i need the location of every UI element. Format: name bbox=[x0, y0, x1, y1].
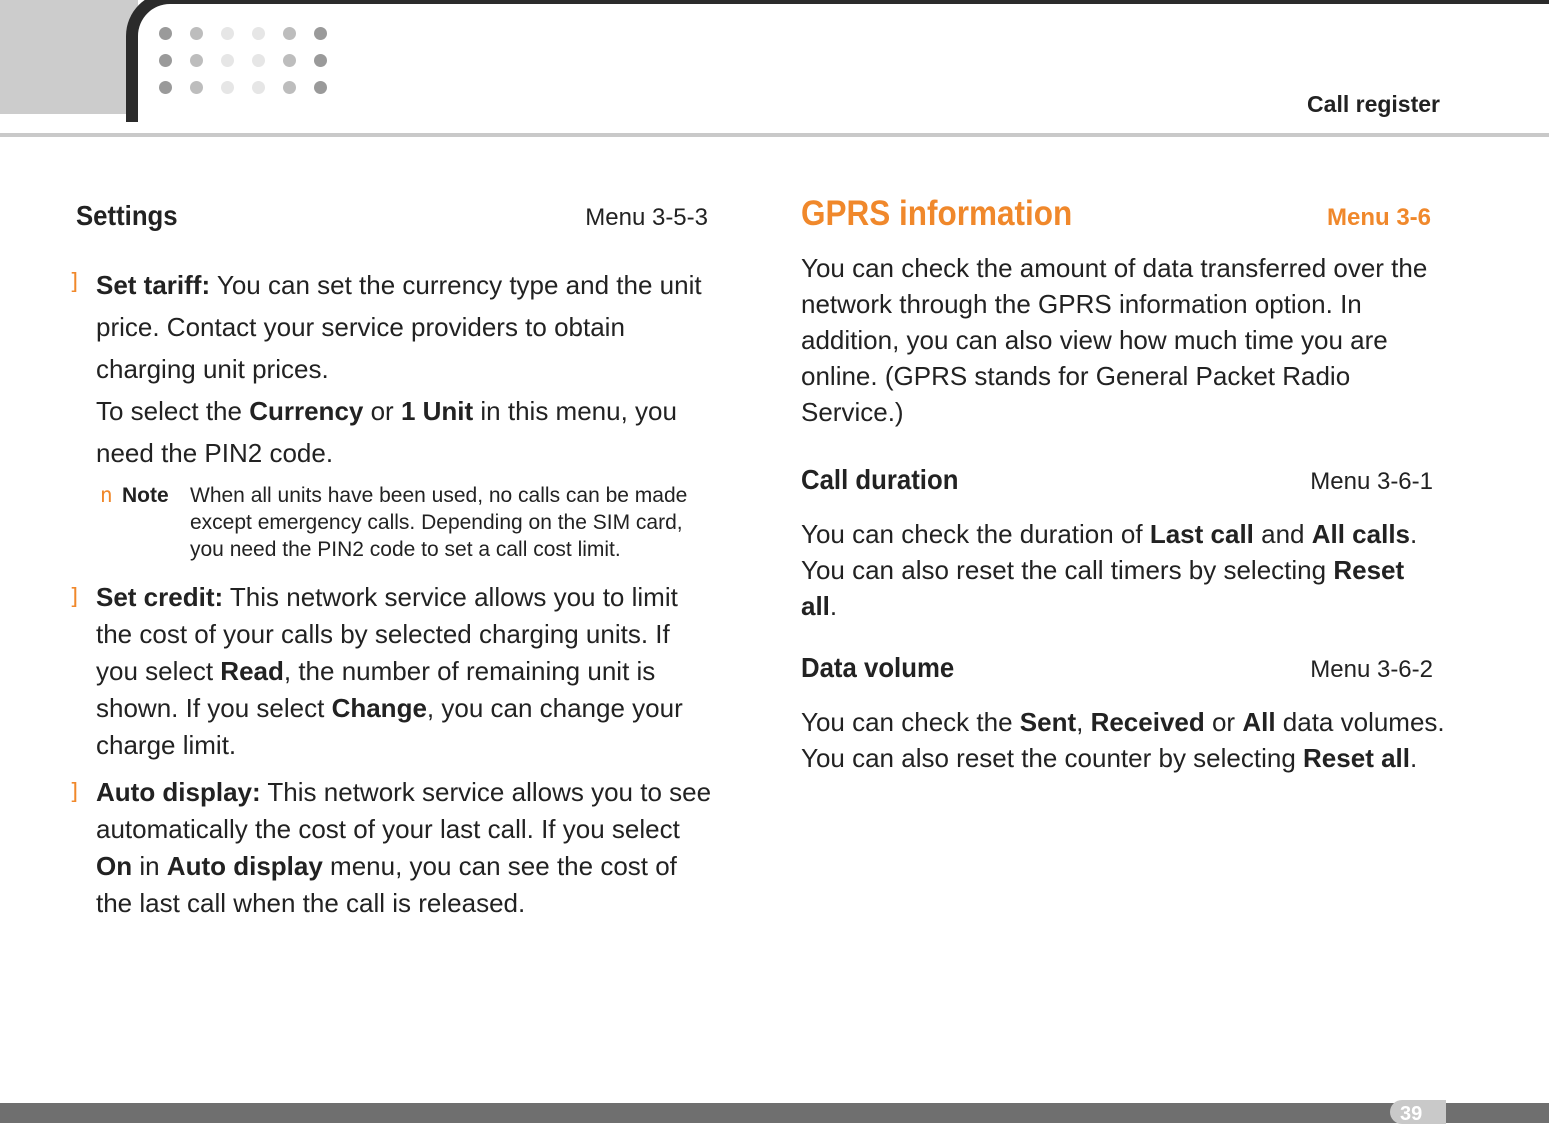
call-duration-heading bbox=[801, 456, 1441, 506]
call-duration-text-a: You can check the duration of bbox=[801, 519, 1150, 549]
decorative-dot bbox=[252, 27, 265, 40]
bullet-icon: ] bbox=[68, 585, 82, 610]
text-comma: , bbox=[1076, 707, 1091, 737]
data-volume-title: Data volume bbox=[801, 652, 955, 683]
sent-bold: Sent bbox=[1019, 707, 1077, 737]
on-bold: On bbox=[96, 851, 133, 881]
data-volume-menu-number: Menu 3-6-2 bbox=[1310, 656, 1433, 683]
auto-display-text2: menu, you can see the cost of the last call when the call is released. bbox=[96, 851, 677, 918]
auto-display-text: This network service allows you to see automatically the cost of your last call. If you select bbox=[96, 777, 712, 844]
call-duration-menu-number: Menu 3-6-1 bbox=[1310, 468, 1433, 495]
decorative-dot bbox=[190, 27, 203, 40]
decorative-dot bbox=[283, 81, 296, 94]
bullet-icon: ] bbox=[68, 780, 82, 805]
note-bullet-icon: n bbox=[100, 483, 113, 507]
decorative-dot bbox=[221, 27, 234, 40]
data-volume-text-b: data volumes. You can also reset the counter by selecting bbox=[801, 707, 1445, 773]
all-bold: All bbox=[1242, 707, 1276, 737]
change-bold: Change bbox=[331, 693, 427, 723]
decorative-dot bbox=[314, 27, 327, 40]
set-credit-label: Set credit: bbox=[96, 582, 224, 612]
gprs-title: GPRS information bbox=[801, 194, 1073, 233]
settings-heading bbox=[76, 192, 716, 242]
decorative-dot bbox=[283, 54, 296, 67]
text-period: . bbox=[829, 591, 838, 621]
gprs-heading bbox=[801, 192, 1441, 250]
decorative-dot bbox=[221, 54, 234, 67]
received-bold: Received bbox=[1090, 707, 1205, 737]
call-duration-title: Call duration bbox=[801, 464, 959, 495]
last-call-bold: Last call bbox=[1149, 519, 1254, 549]
decorative-dot bbox=[314, 81, 327, 94]
decorative-dot bbox=[159, 27, 172, 40]
set-tariff-text: You can set the currency type and the unit price. Contact your service providers to obtain charging unit prices. bbox=[96, 270, 702, 384]
set-tariff-text2: To select the bbox=[96, 396, 250, 426]
set-tariff-text3: in this menu, you need the PIN2 code. bbox=[96, 396, 677, 468]
auto-display-item bbox=[68, 774, 716, 922]
bullet-icon: ] bbox=[68, 270, 82, 295]
data-volume-text bbox=[801, 704, 1461, 776]
gprs-text: You can check the amount of data transferred over the network through the GPRS information option. In addition, you can also view how much time you are online. (GPRS stands for General Packet Radio Service.) bbox=[801, 253, 1428, 427]
set-tariff-item bbox=[68, 264, 716, 474]
decorative-dot bbox=[190, 54, 203, 67]
reset-all-bold: Reset all bbox=[801, 555, 1405, 621]
text-period: . bbox=[1409, 743, 1418, 773]
all-calls-bold: All calls bbox=[1311, 519, 1411, 549]
text-and: and bbox=[1253, 519, 1312, 549]
right-column bbox=[801, 192, 1445, 776]
decorative-dot bbox=[159, 54, 172, 67]
decorative-dot bbox=[314, 54, 327, 67]
gprs-menu-number: Menu 3-6 bbox=[1326, 204, 1431, 231]
header-tab-block bbox=[0, 0, 138, 114]
settings-menu-number: Menu 3-5-3 bbox=[585, 204, 708, 231]
note-label: Note bbox=[122, 484, 169, 507]
decorative-dot bbox=[283, 27, 296, 40]
left-column bbox=[68, 192, 716, 922]
set-credit-text3: , you can change your charge limit. bbox=[96, 693, 683, 760]
settings-title: Settings bbox=[76, 200, 178, 231]
footer-bar bbox=[0, 1103, 1549, 1123]
auto-display-bold: Auto display bbox=[166, 851, 323, 881]
set-credit-item bbox=[68, 579, 716, 764]
call-duration-text-b: . You can also reset the call timers by selecting bbox=[801, 519, 1418, 585]
text-or: or bbox=[1204, 707, 1243, 737]
decorative-dot bbox=[252, 54, 265, 67]
one-unit-bold: 1 Unit bbox=[400, 396, 474, 426]
data-volume-heading bbox=[801, 644, 1441, 694]
page-number: 39 bbox=[1400, 1103, 1423, 1125]
decorative-dot bbox=[190, 81, 203, 94]
decorative-dot bbox=[252, 81, 265, 94]
header-rule bbox=[0, 133, 1549, 137]
decorative-dot bbox=[159, 81, 172, 94]
text-or: or bbox=[363, 396, 401, 426]
decorative-dot bbox=[221, 81, 234, 94]
set-tariff-label: Set tariff: bbox=[96, 270, 211, 300]
auto-display-label: Auto display: bbox=[96, 777, 261, 807]
text-in: in bbox=[132, 851, 167, 881]
currency-bold: Currency bbox=[249, 396, 364, 426]
read-bold: Read bbox=[220, 656, 284, 686]
data-volume-text-a: You can check the bbox=[801, 707, 1020, 737]
reset-all-bold: Reset all bbox=[1303, 743, 1410, 773]
section-title: Call register bbox=[1307, 91, 1440, 117]
set-credit-text2: , the number of remaining unit is shown. If you select bbox=[96, 656, 656, 723]
note-text: When all units have been used, no calls can be made except emergency calls. Depending on the SIM card, you need the PIN2 code to set a call cost limit. bbox=[190, 484, 688, 561]
set-credit-text: This network service allows you to limit the cost of your calls by selected charging units. If you select bbox=[96, 582, 678, 686]
note-block bbox=[100, 482, 716, 563]
call-duration-text bbox=[801, 516, 1441, 624]
